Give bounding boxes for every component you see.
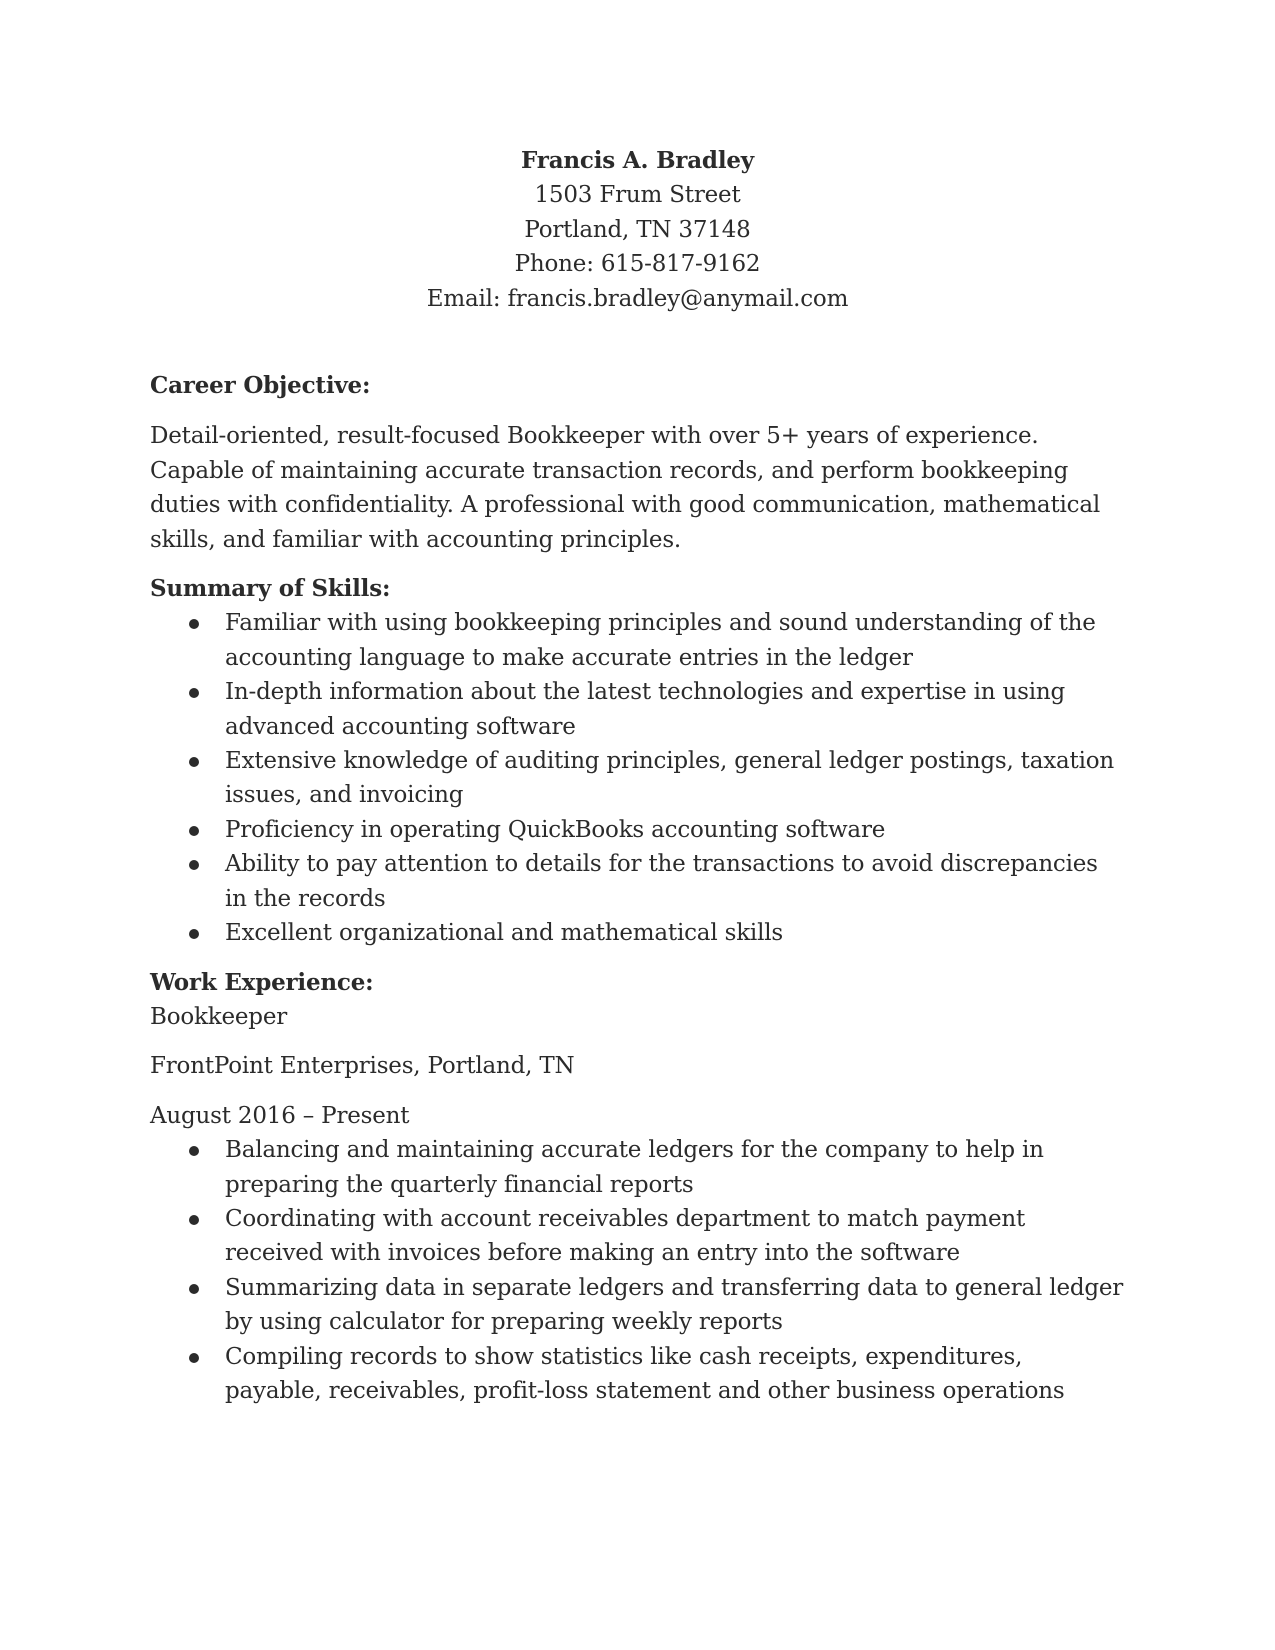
bullet-icon [189, 929, 199, 939]
list-item [150, 744, 1125, 813]
bullet-icon [189, 1146, 199, 1156]
duty-text: Balancing and maintaining accurate ledgers for the company to help in preparing the quarterly financial reports [225, 1137, 1044, 1198]
skill-text: Familiar with using bookkeeping principles and sound understanding of the accounting language to make accurate entries in the ledger [225, 610, 1096, 671]
applicant-name: Francis A. Bradley [521, 147, 754, 174]
list-item [150, 1340, 1125, 1409]
skill-text: In-depth information about the latest technologies and expertise in using advanced accounting software [225, 679, 1066, 740]
bullet-icon [189, 1284, 199, 1294]
bullet-icon [189, 757, 199, 767]
list-item [150, 675, 1125, 744]
job-title: Bookkeeper [150, 1003, 288, 1030]
street-address: 1503 Frum Street [534, 182, 741, 209]
skill-text: Extensive knowledge of auditing principles, general ledger postings, taxation issues, and invoicing [225, 748, 1114, 809]
skills-heading: Summary of Skills: [150, 575, 391, 603]
email-address: Email: francis.bradley@anymail.com [426, 285, 849, 312]
duty-text: Summarizing data in separate ledgers and transferring data to general ledger by using calculator for preparing weekly reports [225, 1274, 1124, 1336]
bullet-icon [189, 826, 199, 836]
list-item [150, 916, 1125, 950]
city-state-zip: Portland, TN 37148 [524, 216, 751, 243]
skill-text: Proficiency in operating QuickBooks accounting software [225, 816, 886, 843]
list-item [150, 1133, 1125, 1202]
company-name: FrontPoint Enterprises, Portland, TN [150, 1053, 575, 1080]
skill-text: Excellent organizational and mathematical skills [225, 920, 783, 947]
career-objective-heading: Career Objective: [150, 372, 371, 399]
bullet-icon [189, 619, 199, 629]
bullet-icon [189, 860, 199, 870]
list-item [150, 1202, 1125, 1271]
list-item [150, 813, 1125, 847]
duties-list [150, 1133, 1125, 1408]
duty-text: Compiling records to show statistics like cash receipts, expenditures, payable, receivables, profit-loss statement and other business operations [225, 1343, 1065, 1404]
bullet-icon [189, 688, 199, 698]
phone-number: Phone: 615-817-9162 [514, 251, 761, 278]
resume-body [150, 369, 1125, 1408]
list-item [150, 606, 1125, 675]
skill-text: Ability to pay attention to details for the transactions to avoid discrepancies in the records [225, 851, 1098, 912]
list-item [150, 1271, 1125, 1340]
contact-header [0, 144, 1275, 316]
skills-list [150, 606, 1125, 950]
list-item [150, 847, 1125, 916]
bullet-icon [189, 1353, 199, 1363]
work-experience-heading: Work Experience: [150, 968, 374, 996]
bullet-icon [189, 1215, 199, 1225]
duty-text: Coordinating with account receivables department to match payment received with invoices before making an entry into the software [225, 1205, 1026, 1267]
employment-dates: August 2016 – Present [150, 1102, 410, 1129]
career-objective-text: Detail-oriented, result-focused Bookkeeper with over 5+ years of experience. Capable of maintaining accurate transaction records, and perform bookkeeping duties with confidentiality. A professional with good communication, mathematical skills, and familiar with accounting principles. [150, 423, 1100, 553]
